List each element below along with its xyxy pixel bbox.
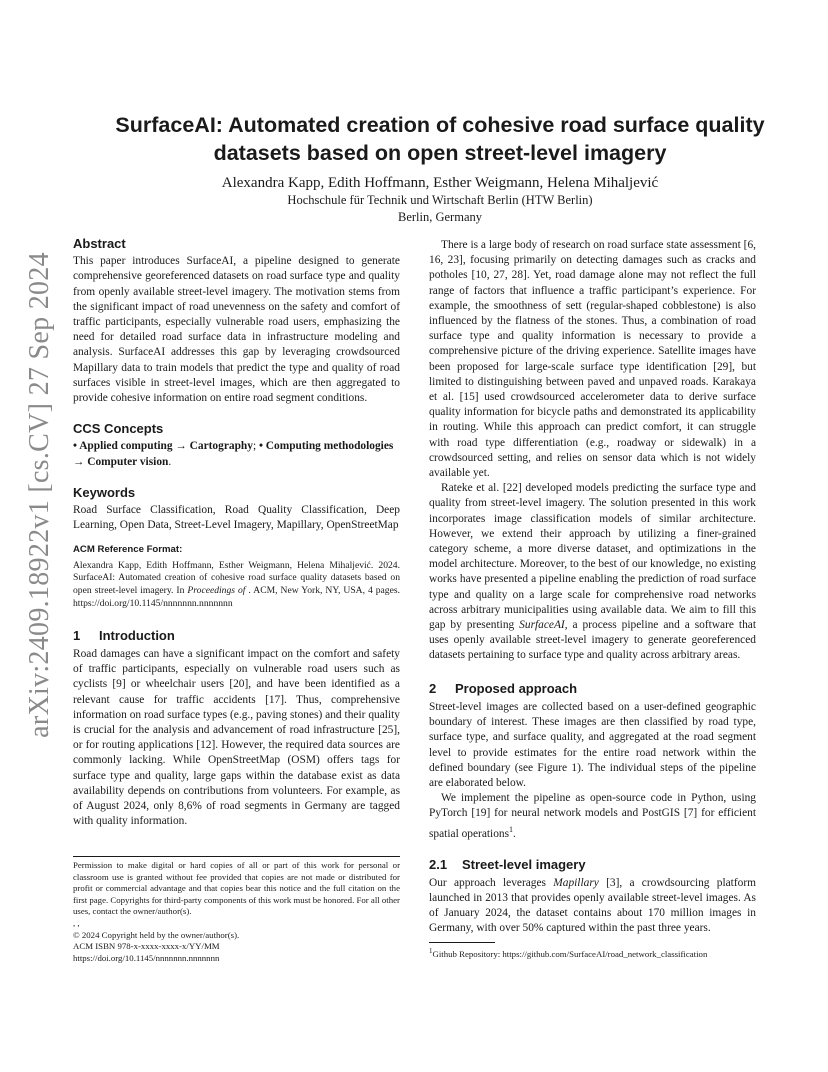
keywords-text: Road Surface Classification, Road Quality Classification, Deep Learning, Open Data, Street-Level Imagery, Mapillary, OpenStreetMap (73, 504, 400, 532)
arxiv-id-text: arXiv:2409.18922v1 [cs.CV] 27 Sep 2024 (24, 252, 55, 738)
abstract-text: This paper introduces SurfaceAI, a pipeline designed to generate comprehensive georeferenced datasets on road surface type and quality from openly available street-level imagery. The motivation stems from the significant impact of road unevenness on the safety and comfort of traffic participants, especially vulnerable road users, emphasizing the need for detailed road surface data in infrastructure modeling and analysis. SurfaceAI addresses this gap by leveraging crowdsourced Mapillary data to train models that predict the type and quality of road surfaces visible in street-level images, which are then aggregated to provide cohesive information on entire road segment conditions. (73, 255, 400, 405)
right-para-2 (429, 481, 756, 663)
footnote-rule (73, 856, 400, 857)
copyright-line: © 2024 Copyright held by the owner/author(s). (73, 929, 240, 940)
keywords-heading: Keywords (73, 484, 136, 500)
section-2-1-part-b: [3], a crowdsourcing platform launched in 2013 that provides openly available street-level images. As of January 2024, the dataset contains about 170 million images in Germany, with over 50% captured within the past three years. (429, 876, 756, 935)
section-2-title: Proposed approach (455, 680, 578, 696)
right-para-1: There is a large body of research on road surface state assessment [6, 16, 23], focusing primarily on detecting damages such as cracks and potholes [10, 27, 28]. Yet, road damage alone may not reflect the full range of factors that influence a traffic participant’s experience. For example, the smoothness of sett (regular-shaped cobblestone) is also influenced by the flatness of the stones. Thus, a combination of road surface type and quality information is necessary to provide a comprehensive picture of the driving experience. Satellite images have been proposed for large-scale surface type identification [29], but limited to distinguishing between paved and unpaved roads. Karakaya et al. [15] used crowdsourced accelerometer data to derive surface quality information for bicycle paths and demonstrated its applicability in routing. While this approach can predict comfort, it can struggle with road type differentiation (e.g., roadway or sidewalk) in a crowdsourced setting, and relies on sensor data which is not widely available yet. (429, 239, 756, 480)
section-2-para-2-end: . (513, 827, 516, 840)
right-para-2-b: , a process pipeline and a software that uses openly available street-level imagery to generate georeferenced datasets pertaining to surface type and quality across arbitrary areas. (429, 619, 756, 662)
section-1-heading (73, 628, 400, 643)
title-line-1: SurfaceAI: Automated creation of cohesive road surface quality (115, 113, 765, 137)
paper-title (90, 111, 790, 167)
title-line-2: datasets based on open street-level imagery (213, 141, 667, 165)
section-2-1-number: 2.1 (429, 856, 448, 872)
section-1-number: 1 (73, 627, 81, 643)
permission-block (73, 860, 400, 964)
ccs-end: . (168, 455, 172, 468)
location: Berlin, Germany (397, 210, 482, 224)
mapillary-emphasis: Mapillary (553, 876, 599, 889)
right-para-2-a: Rateke et al. [22] developed models predicting the surface type and quality from street-level imagery. The solution presented in this work incorporates image classification models of similar architecture. However, we extend their approach by utilizing a finer-grained category scheme, a more diverse dataset, and optimizations in the model architecture. Moreover, to the best of our knowledge, no existing works have presented a pipeline enabling the prediction of road surface type and quality on a large scale for comprehensive road networks across arbitrary municipalities using available data. We aim to fill this gap by presenting (429, 482, 756, 632)
section-2-para-2 (429, 791, 756, 841)
section-2-para-2-text: We implement the pipeline as open-source code in Python, using PyTorch [19] for neural network models and PostGIS [7] for efficient spatial operations (429, 792, 756, 840)
footnote-marker: 1 (509, 824, 514, 834)
author-list: Alexandra Kapp, Edith Hoffmann, Esther Weigmann, Helena Mihaljević (221, 175, 659, 191)
right-column (429, 238, 756, 937)
isbn-line: ACM ISBN 978-x-xxxx-xxxx-x/YY/MM (73, 941, 220, 952)
acm-ref-part-b: . ACM, New York, NY, USA, 4 pages. https://doi.org/10.1145/nnnnnnn.nnnnnnn (73, 585, 400, 610)
surfaceai-emphasis: SurfaceAI (519, 619, 565, 632)
section-2-1-heading (429, 857, 756, 872)
ccs-item-1: • Applied computing → Cartography (73, 440, 253, 453)
section-2-1-text (429, 876, 756, 937)
ccs-sep: ; (252, 440, 259, 453)
ccs-item-2: • Computing methodologies → Computer vision (73, 440, 394, 468)
section-2-heading (429, 681, 756, 696)
acm-ref-part-a: Alexandra Kapp, Edith Hoffmann, Esther Weigmann, Helena Mihaljević. 2024. SurfaceAI: Automated creation of cohesive road surface quality datasets based on open street-level imagery. In (73, 559, 400, 597)
abstract-heading: Abstract (73, 236, 126, 251)
arxiv-identifier (20, 252, 60, 738)
acm-ref-proceedings: Proceedings of (187, 585, 246, 597)
section-1-title: Introduction (99, 627, 175, 643)
ccs-concepts (73, 439, 400, 469)
ccs-heading: CCS Concepts (73, 421, 164, 437)
permission-text: Permission to make digital or hard copies of all or part of this work for personal or classroom use is granted without fee provided that copies are not made or distributed for profit or commercial advantage and that copies bear this notice and the full citation on the first page. Copyrights for third-party components of this work must be honored. For all other uses, contact the owner/author(s). (73, 860, 400, 917)
left-column (73, 236, 400, 829)
acm-ref-text (73, 560, 400, 611)
section-2-number: 2 (429, 680, 437, 696)
right-footnote-rule (429, 942, 495, 943)
intro-text: Road damages can have a significant impact on the comfort and safety of traffic participants, especially on vulnerable road users such as cyclists [9] or wheelchair users [20], and have been identified as a relevant cause for traffic accidents [17]. Thus, comprehensive information on road surface types (e.g., paving stones) and their quality is crucial for the analysis and advancement of road infrastructure [25], or for routing applications [12]. However, the required data sources are commonly lacking. While OpenStreetMap (OSM) offers tags for surface type and quality, large gaps within the database exist as data availability depends on contributions from volunteers. For example, as of August 2024, only 8,6% of road segments in Germany are tagged with quality information. (73, 648, 400, 828)
github-footnote-text (429, 946, 756, 961)
affiliation: Hochschule für Technik und Wirtschaft Berlin (HTW Berlin) (287, 193, 593, 207)
section-2-para-1: Street-level images are collected based on a user-defined geographic boundary of interest. These images are then classified by road type, surface type, and surface quality, and aggregated at the road segment level to provide estimates for the entire road network within the defined boundary (see Figure 1). The individual steps of the pipeline are elaborated below. (429, 700, 756, 789)
github-footnote (429, 946, 756, 961)
github-footnote-marker: 1 (429, 947, 433, 955)
section-2-1-title: Street-level imagery (462, 856, 586, 872)
acm-ref-heading: ACM Reference Format: (73, 544, 183, 556)
permission-dots: , , (73, 917, 80, 928)
github-footnote-body: Github Repository: https://github.com/SurfaceAI/road_network_classification (432, 948, 708, 959)
doi-line: https://doi.org/10.1145/nnnnnnn.nnnnnnn (73, 952, 220, 963)
section-2-1-part-a: Our approach leverages (429, 876, 554, 889)
